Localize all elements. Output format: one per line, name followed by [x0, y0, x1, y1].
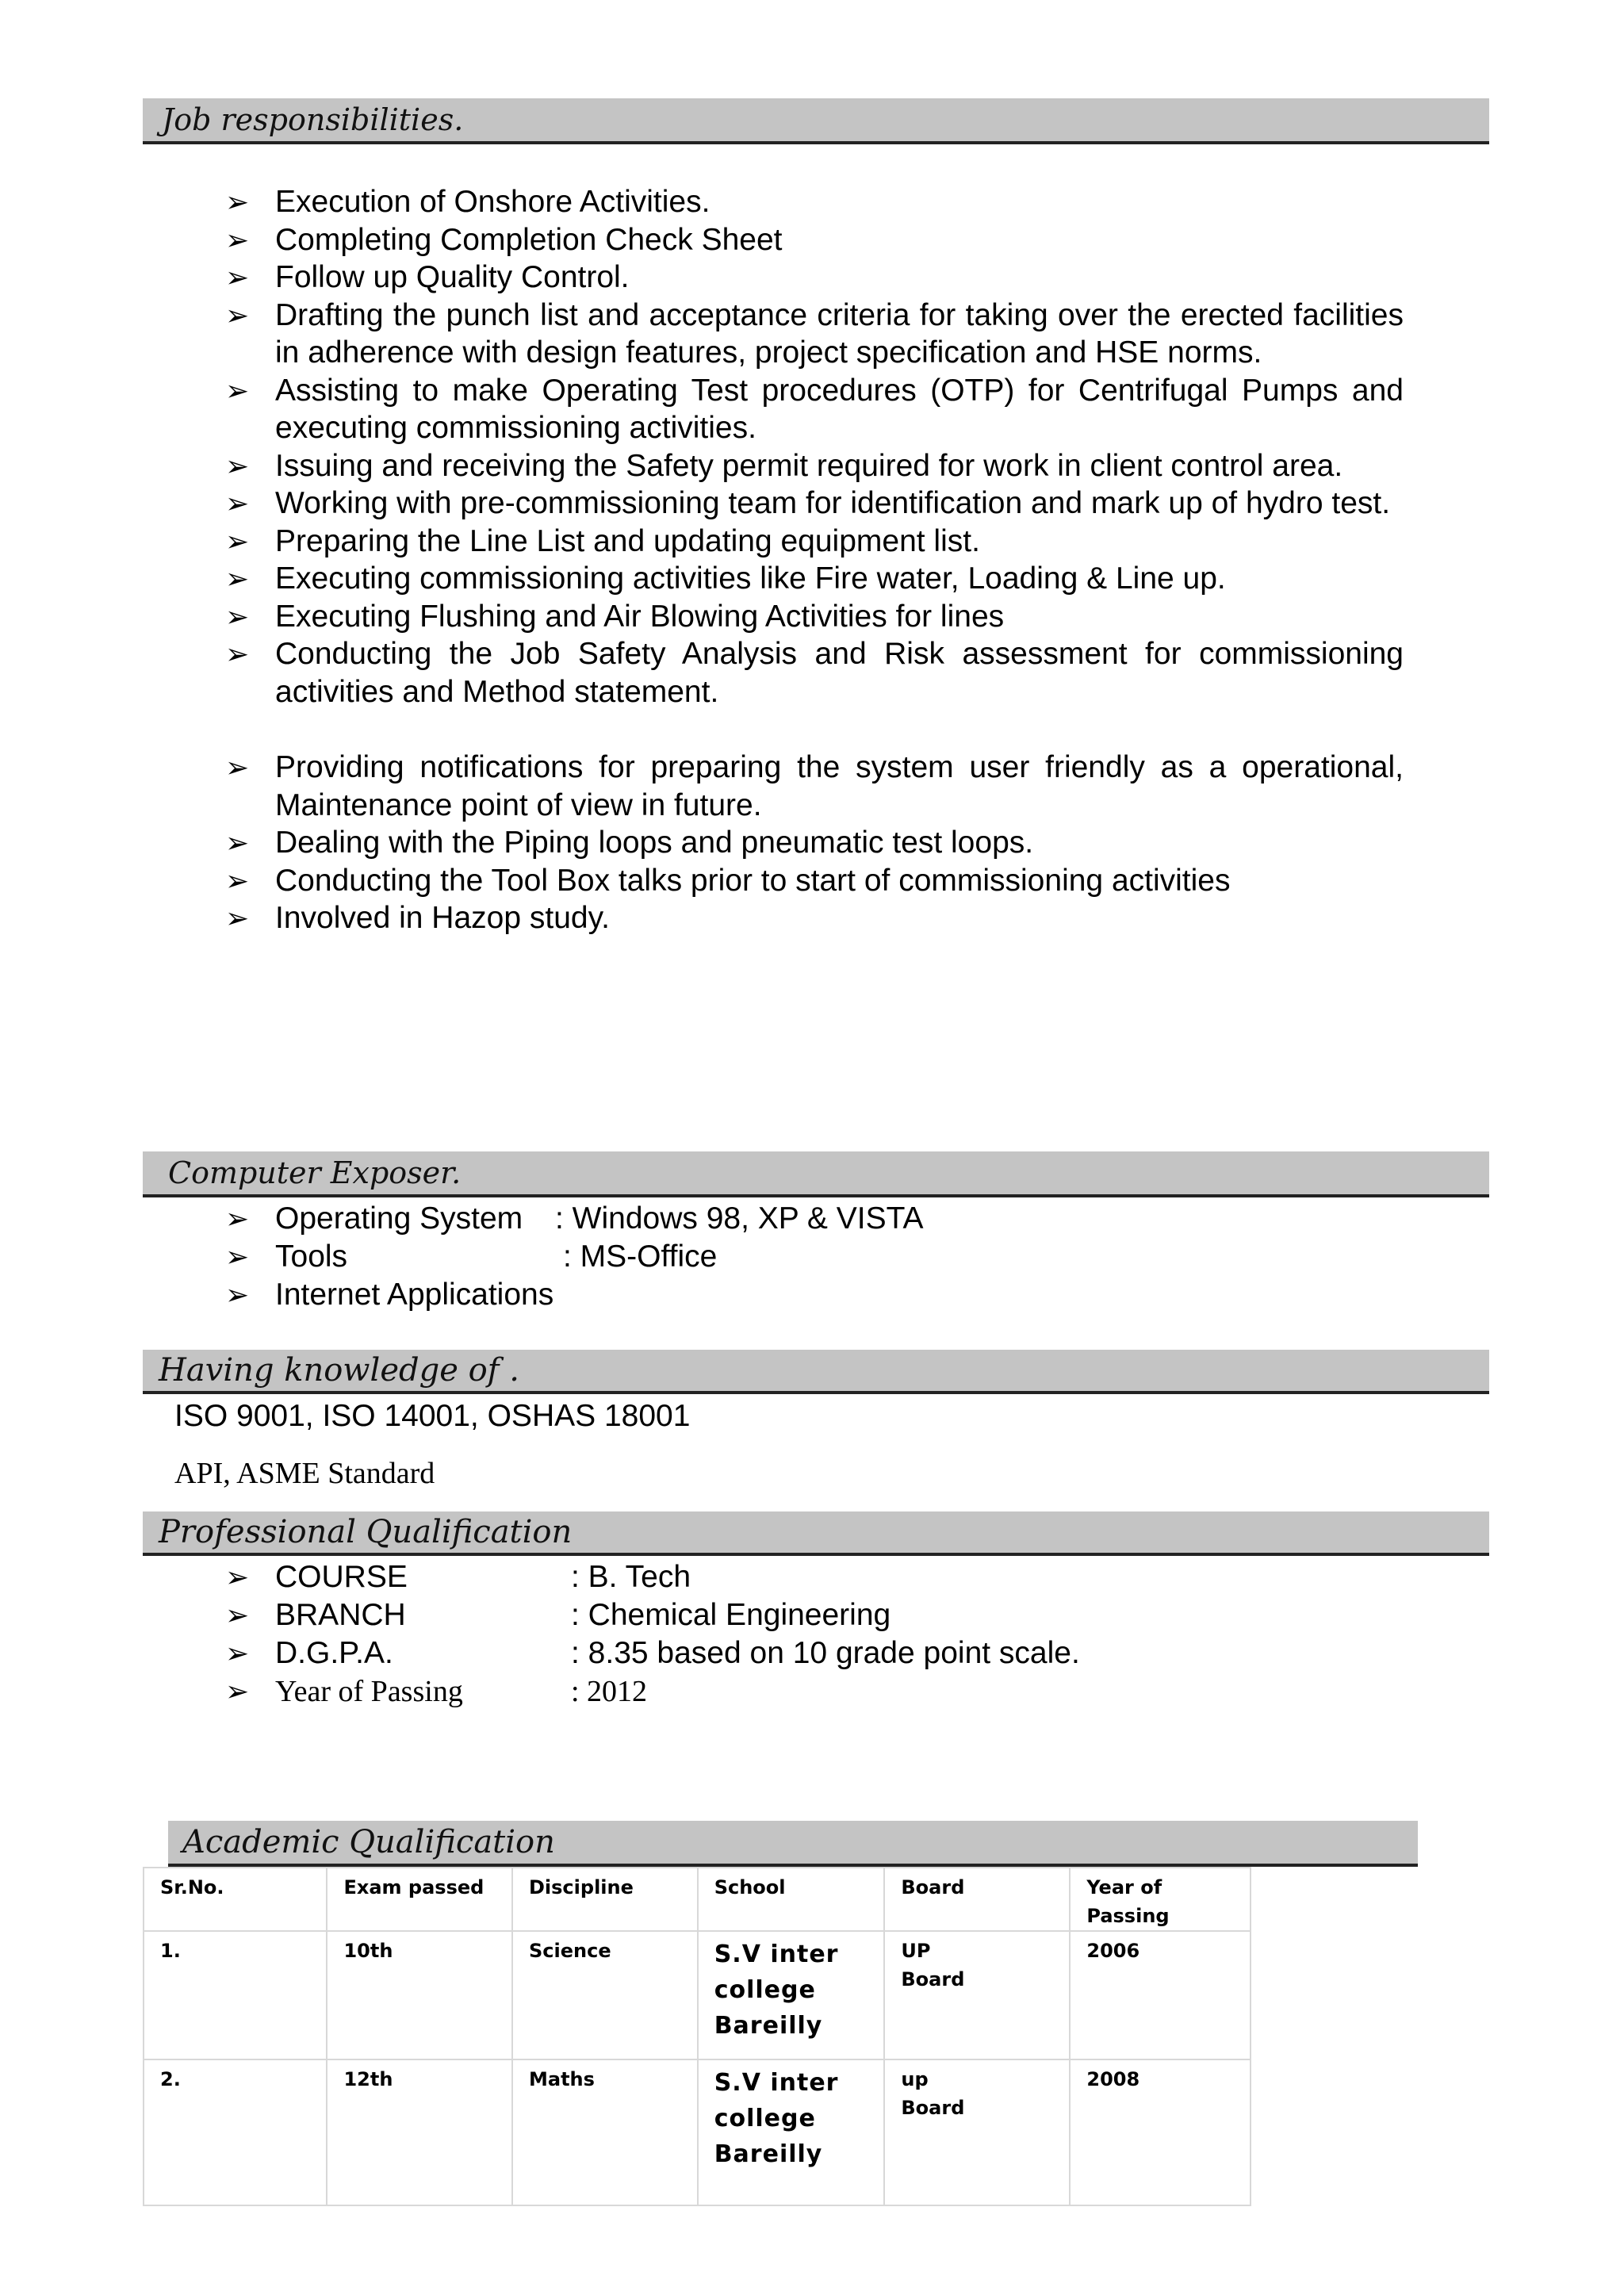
list-item: ➢ Issuing and receiving the Safety permit required for work in client control area. [225, 447, 1404, 485]
section-title: Computer Exposer. [168, 1155, 462, 1190]
arrow-bullet-icon: ➢ [225, 826, 250, 859]
list-item [225, 1634, 1256, 1672]
list-item [225, 1558, 1256, 1596]
table-header-row [144, 1868, 1251, 1931]
table-cell: 2006 [1070, 1931, 1251, 2059]
section-title: Professional Qualification [159, 1514, 573, 1550]
table-cell: 12th [327, 2059, 512, 2205]
item-value: : Windows 98, XP & VISTA [555, 1201, 924, 1236]
table-row [144, 1931, 1251, 2059]
arrow-bullet-icon: ➢ [225, 374, 250, 407]
arrow-bullet-icon: ➢ [225, 487, 250, 519]
arrow-bullet-icon: ➢ [225, 1278, 250, 1311]
list-item: ➢ Conducting the Tool Box talks prior to start of commissioning activities [225, 862, 1404, 900]
table-cell: Maths [512, 2059, 698, 2205]
item-key: BRANCH [275, 1598, 406, 1632]
arrow-bullet-icon: ➢ [225, 298, 250, 331]
header-cell: School [698, 1868, 885, 1931]
section-header-job-responsibilities [143, 98, 1489, 144]
header-cell: Sr.No. [144, 1868, 327, 1931]
item-value: : MS-Office [563, 1239, 718, 1274]
table-cell: S.V inter college Bareilly [698, 2059, 885, 2205]
table-cell: 2008 [1070, 2059, 1251, 2205]
arrow-bullet-icon: ➢ [225, 261, 250, 293]
list-item [225, 1596, 1256, 1634]
header-cell: Exam passed [327, 1868, 512, 1931]
item-value: : B. Tech [571, 1560, 691, 1594]
table-cell: 1. [144, 1931, 327, 2059]
knowledge-line-iso: ISO 9001, ISO 14001, OSHAS 18001 [174, 1399, 691, 1433]
item-key: Year of Passing [275, 1675, 463, 1708]
list-item: ➢ Assisting to make Operating Test procedures (OTP) for Centrifugal Pumps and executing commissioning activities. [225, 373, 1404, 445]
arrow-bullet-icon: ➢ [225, 223, 250, 256]
list-item: ➢ Preparing the Line List and updating equipment list. [225, 523, 1404, 561]
table-cell: up Board [884, 2059, 1070, 2205]
arrow-bullet-icon: ➢ [225, 562, 250, 595]
arrow-bullet-icon: ➢ [225, 600, 250, 633]
arrow-bullet-icon: ➢ [225, 864, 250, 897]
list-item [225, 1276, 1256, 1314]
item-key: Operating System [275, 1201, 523, 1236]
arrow-bullet-icon: ➢ [225, 1202, 250, 1235]
section-title: Having knowledge of . [159, 1352, 519, 1389]
list-item: ➢ Executing commissioning activities like Fire water, Loading & Line up. [225, 560, 1404, 598]
arrow-bullet-icon: ➢ [225, 449, 250, 482]
header-cell: Year of Passing [1070, 1868, 1251, 1931]
list-spacer [225, 711, 1404, 749]
arrow-bullet-icon: ➢ [225, 1675, 250, 1707]
table-cell: 10th [327, 1931, 512, 2059]
list-item [225, 1200, 1256, 1238]
item-value: : Chemical Engineering [571, 1598, 891, 1632]
list-item [225, 1238, 1256, 1276]
list-item: ➢ Drafting the punch list and acceptance criteria for taking over the erected facilities in adherence with design features, project specification and HSE norms. [225, 297, 1404, 370]
arrow-bullet-icon: ➢ [225, 186, 250, 218]
table-row [144, 2059, 1251, 2205]
list-item: ➢ Execution of Onshore Activities. [225, 183, 1404, 221]
header-cell: Board [884, 1868, 1070, 1931]
item-key: Internet Applications [275, 1278, 554, 1312]
section-header-professional-qualification [143, 1511, 1489, 1556]
academic-qualification-table [143, 1867, 1251, 2206]
arrow-bullet-icon: ➢ [225, 638, 250, 670]
arrow-bullet-icon: ➢ [225, 524, 250, 557]
list-item: ➢ Executing Flushing and Air Blowing Activities for lines [225, 598, 1404, 636]
section-header-computer-exposer [143, 1151, 1489, 1197]
arrow-bullet-icon: ➢ [225, 751, 250, 784]
list-item [225, 1672, 1256, 1711]
arrow-bullet-icon: ➢ [225, 1240, 250, 1273]
list-item: ➢ Follow up Quality Control. [225, 259, 1404, 297]
professional-qualification-list [225, 1558, 1256, 1711]
list-item: ➢ Completing Completion Check Sheet [225, 221, 1404, 259]
section-header-having-knowledge [143, 1350, 1489, 1394]
list-item: ➢ Conducting the Job Safety Analysis and Risk assessment for commissioning activities and Method statement. [225, 637, 1404, 709]
list-item: ➢ Working with pre-commissioning team for identification and mark up of hydro test. [225, 485, 1404, 523]
table-cell: 2. [144, 2059, 327, 2205]
section-title: Academic Qualification [182, 1824, 555, 1860]
item-key: COURSE [275, 1560, 408, 1594]
table-cell: S.V inter college Bareilly [698, 1931, 885, 2059]
item-value: : 8.35 based on 10 grade point scale. [571, 1636, 1080, 1670]
table-cell: UP Board [884, 1931, 1070, 2059]
table-cell: Science [512, 1931, 698, 2059]
item-key: D.G.P.A. [275, 1636, 393, 1670]
knowledge-line-api: API, ASME Standard [174, 1457, 435, 1490]
header-cell: Discipline [512, 1868, 698, 1931]
list-item: ➢ Providing notifications for preparing the system user friendly as a operational, Maintenance point of view in future. [225, 750, 1404, 822]
list-item: ➢ Involved in Hazop study. [225, 899, 1404, 937]
arrow-bullet-icon: ➢ [225, 1637, 250, 1669]
arrow-bullet-icon: ➢ [225, 1561, 250, 1593]
arrow-bullet-icon: ➢ [225, 902, 250, 934]
arrow-bullet-icon: ➢ [225, 1599, 250, 1631]
job-responsibilities-list [225, 183, 1404, 937]
item-key: Tools [275, 1239, 348, 1274]
section-header-academic-qualification [168, 1821, 1418, 1867]
item-value: : 2012 [571, 1675, 648, 1708]
computer-exposer-list [225, 1200, 1256, 1314]
list-item: ➢ Dealing with the Piping loops and pneumatic test loops. [225, 824, 1404, 862]
section-title: Job responsibilities. [162, 102, 464, 137]
